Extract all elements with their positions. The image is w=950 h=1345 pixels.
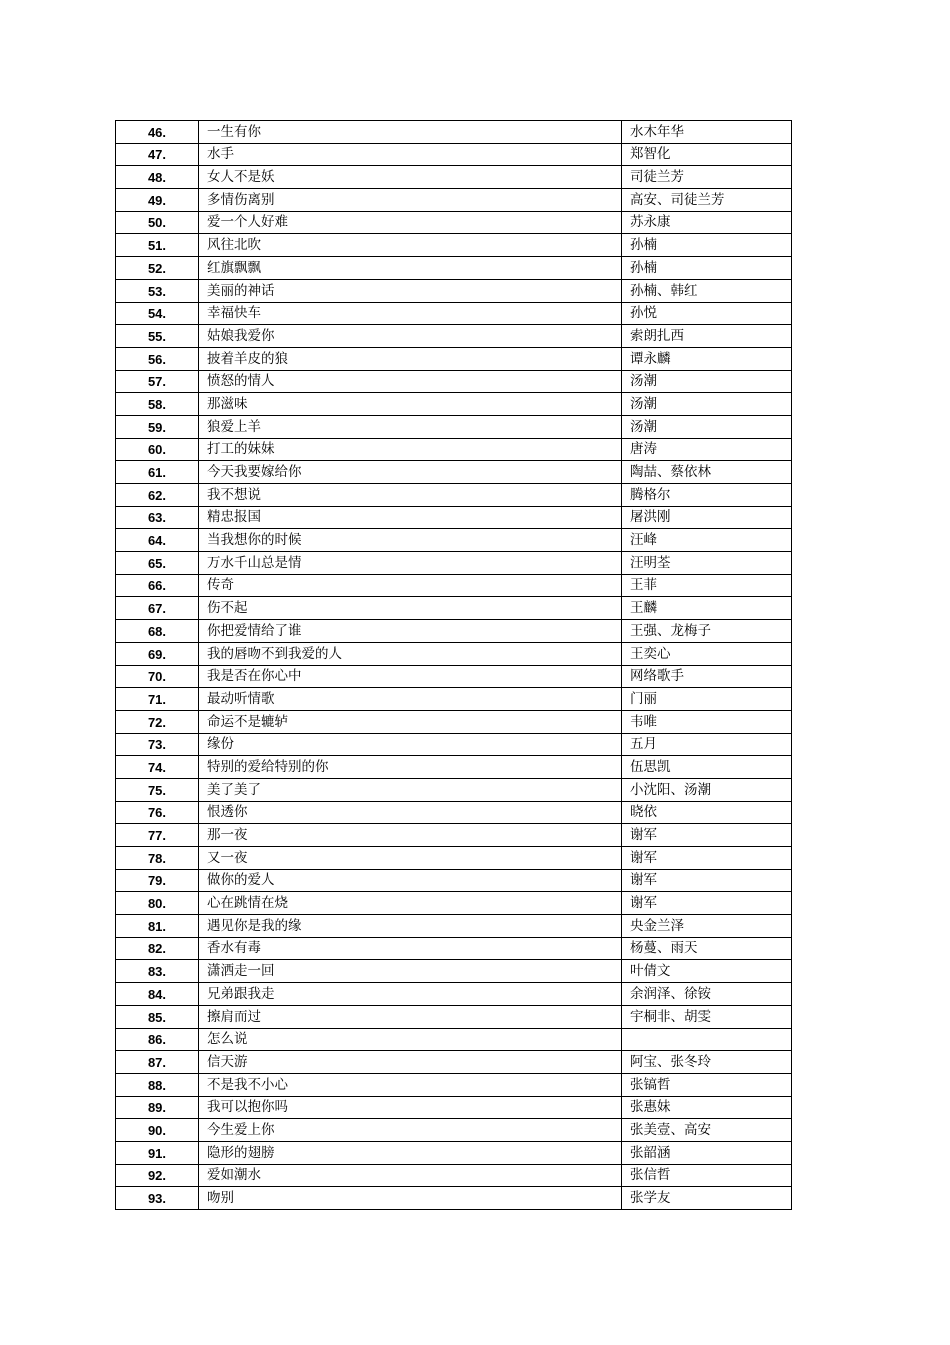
table-row: [116, 756, 792, 779]
song-title: 做你的爱人: [199, 869, 622, 892]
table-row: [116, 597, 792, 620]
song-title: 爱如潮水: [199, 1164, 622, 1187]
row-number: 68.: [116, 620, 199, 643]
table-row: [116, 121, 792, 144]
song-title: 愤怒的情人: [199, 370, 622, 393]
song-title: 万水千山总是情: [199, 552, 622, 575]
song-artist: 汤潮: [622, 415, 792, 438]
table-row: [116, 257, 792, 280]
table-row: [116, 1164, 792, 1187]
table-row: [116, 665, 792, 688]
song-artist: 五月: [622, 733, 792, 756]
song-artist: 伍思凯: [622, 756, 792, 779]
table-row: [116, 778, 792, 801]
table-row: [116, 915, 792, 938]
song-title: 我的唇吻不到我爱的人: [199, 642, 622, 665]
table-row: [116, 529, 792, 552]
song-title: 命运不是辘轳: [199, 710, 622, 733]
song-title: 那滋味: [199, 393, 622, 416]
row-number: 90.: [116, 1119, 199, 1142]
row-number: 50.: [116, 211, 199, 234]
row-number: 74.: [116, 756, 199, 779]
song-title: 不是我不小心: [199, 1073, 622, 1096]
song-artist: 叶倩文: [622, 960, 792, 983]
song-artist: 高安、司徒兰芳: [622, 189, 792, 212]
song-artist: 孙楠: [622, 234, 792, 257]
row-number: 49.: [116, 189, 199, 212]
table-row: [116, 1141, 792, 1164]
table-row: [116, 688, 792, 711]
row-number: 92.: [116, 1164, 199, 1187]
song-title: 多情伤离别: [199, 189, 622, 212]
song-artist: 陶喆、蔡依林: [622, 461, 792, 484]
row-number: 57.: [116, 370, 199, 393]
row-number: 52.: [116, 257, 199, 280]
song-artist: 唐涛: [622, 438, 792, 461]
song-artist: 水木年华: [622, 121, 792, 144]
table-row: [116, 438, 792, 461]
song-title: 精忠报国: [199, 506, 622, 529]
table-row: [116, 960, 792, 983]
table-row: [116, 461, 792, 484]
table-row: [116, 552, 792, 575]
song-title: 一生有你: [199, 121, 622, 144]
song-artist: 司徒兰芳: [622, 166, 792, 189]
table-row: [116, 620, 792, 643]
row-number: 56.: [116, 347, 199, 370]
table-row: [116, 484, 792, 507]
song-artist: 门丽: [622, 688, 792, 711]
song-title: 最动听情歌: [199, 688, 622, 711]
row-number: 61.: [116, 461, 199, 484]
row-number: 82.: [116, 937, 199, 960]
table-row: [116, 211, 792, 234]
row-number: 55.: [116, 325, 199, 348]
song-artist: 汤潮: [622, 393, 792, 416]
song-title: 香水有毒: [199, 937, 622, 960]
song-title: 当我想你的时候: [199, 529, 622, 552]
row-number: 85.: [116, 1005, 199, 1028]
row-number: 71.: [116, 688, 199, 711]
row-number: 88.: [116, 1073, 199, 1096]
table-row: [116, 937, 792, 960]
table-row: [116, 325, 792, 348]
row-number: 48.: [116, 166, 199, 189]
table-row: [116, 234, 792, 257]
song-artist: 谢军: [622, 892, 792, 915]
table-row: [116, 892, 792, 915]
row-number: 72.: [116, 710, 199, 733]
row-number: 63.: [116, 506, 199, 529]
song-artist: 郑智化: [622, 143, 792, 166]
row-number: 70.: [116, 665, 199, 688]
song-artist: 杨蔓、雨天: [622, 937, 792, 960]
table-row: [116, 801, 792, 824]
row-number: 59.: [116, 415, 199, 438]
song-title: 心在跳情在烧: [199, 892, 622, 915]
song-artist: 王麟: [622, 597, 792, 620]
song-title: 幸福快车: [199, 302, 622, 325]
song-artist: 谭永麟: [622, 347, 792, 370]
song-title: 女人不是妖: [199, 166, 622, 189]
row-number: 89.: [116, 1096, 199, 1119]
row-number: 83.: [116, 960, 199, 983]
row-number: 64.: [116, 529, 199, 552]
song-artist: 韦唯: [622, 710, 792, 733]
row-number: 51.: [116, 234, 199, 257]
song-title: 缘份: [199, 733, 622, 756]
song-title: 遇见你是我的缘: [199, 915, 622, 938]
row-number: 46.: [116, 121, 199, 144]
row-number: 86.: [116, 1028, 199, 1051]
song-title: 伤不起: [199, 597, 622, 620]
song-artist: 汤潮: [622, 370, 792, 393]
table-row: [116, 847, 792, 870]
row-number: 81.: [116, 915, 199, 938]
table-row: [116, 983, 792, 1006]
table-row: [116, 824, 792, 847]
song-artist: 谢军: [622, 847, 792, 870]
row-number: 54.: [116, 302, 199, 325]
row-number: 66.: [116, 574, 199, 597]
table-row: [116, 166, 792, 189]
table-row: [116, 1073, 792, 1096]
song-title: 特别的爱给特别的你: [199, 756, 622, 779]
table-row: [116, 1187, 792, 1210]
song-artist: 王奕心: [622, 642, 792, 665]
song-artist: 孙悦: [622, 302, 792, 325]
song-title: 美丽的神话: [199, 279, 622, 302]
song-title: 打工的妹妹: [199, 438, 622, 461]
song-artist: 汪明荃: [622, 552, 792, 575]
song-artist: 张惠妹: [622, 1096, 792, 1119]
song-artist: 谢军: [622, 824, 792, 847]
song-artist: 屠洪刚: [622, 506, 792, 529]
song-artist: 索朗扎西: [622, 325, 792, 348]
row-number: 69.: [116, 642, 199, 665]
table-row: [116, 1096, 792, 1119]
table-row: [116, 189, 792, 212]
row-number: 93.: [116, 1187, 199, 1210]
song-title: 水手: [199, 143, 622, 166]
row-number: 60.: [116, 438, 199, 461]
table-row: [116, 143, 792, 166]
song-title: 姑娘我爱你: [199, 325, 622, 348]
table-row: [116, 279, 792, 302]
song-rows: [116, 121, 792, 1210]
table-row: [116, 302, 792, 325]
table-row: [116, 506, 792, 529]
song-title: 擦肩而过: [199, 1005, 622, 1028]
song-title: 兄弟跟我走: [199, 983, 622, 1006]
table-row: [116, 710, 792, 733]
row-number: 47.: [116, 143, 199, 166]
song-artist: 张学友: [622, 1187, 792, 1210]
song-artist: 央金兰泽: [622, 915, 792, 938]
song-title: 那一夜: [199, 824, 622, 847]
song-title: 又一夜: [199, 847, 622, 870]
song-artist: 阿宝、张冬玲: [622, 1051, 792, 1074]
table-row: [116, 1005, 792, 1028]
table-row: [116, 574, 792, 597]
song-title: 恨透你: [199, 801, 622, 824]
song-artist: [622, 1028, 792, 1051]
song-title: 我是否在你心中: [199, 665, 622, 688]
row-number: 87.: [116, 1051, 199, 1074]
song-artist: 孙楠: [622, 257, 792, 280]
table-row: [116, 733, 792, 756]
row-number: 53.: [116, 279, 199, 302]
song-table: [115, 120, 792, 1210]
song-artist: 余润泽、徐铵: [622, 983, 792, 1006]
row-number: 73.: [116, 733, 199, 756]
row-number: 62.: [116, 484, 199, 507]
song-artist: 小沈阳、汤潮: [622, 778, 792, 801]
song-title: 怎么说: [199, 1028, 622, 1051]
row-number: 75.: [116, 778, 199, 801]
song-artist: 张镐哲: [622, 1073, 792, 1096]
song-title: 今生爱上你: [199, 1119, 622, 1142]
song-title: 今天我要嫁给你: [199, 461, 622, 484]
song-artist: 宇桐非、胡雯: [622, 1005, 792, 1028]
song-title: 信天游: [199, 1051, 622, 1074]
song-artist: 网络歌手: [622, 665, 792, 688]
song-title: 传奇: [199, 574, 622, 597]
song-artist: 晓依: [622, 801, 792, 824]
table-row: [116, 1051, 792, 1074]
song-artist: 谢军: [622, 869, 792, 892]
song-artist: 王菲: [622, 574, 792, 597]
row-number: 65.: [116, 552, 199, 575]
row-number: 76.: [116, 801, 199, 824]
song-artist: 张韶涵: [622, 1141, 792, 1164]
song-title: 吻别: [199, 1187, 622, 1210]
row-number: 91.: [116, 1141, 199, 1164]
song-title: 爱一个人好难: [199, 211, 622, 234]
song-title: 隐形的翅膀: [199, 1141, 622, 1164]
song-title: 潇洒走一回: [199, 960, 622, 983]
song-title: 狼爱上羊: [199, 415, 622, 438]
table-row: [116, 415, 792, 438]
row-number: 84.: [116, 983, 199, 1006]
table-row: [116, 347, 792, 370]
table-row: [116, 642, 792, 665]
table-row: [116, 393, 792, 416]
row-number: 78.: [116, 847, 199, 870]
song-title: 我不想说: [199, 484, 622, 507]
row-number: 67.: [116, 597, 199, 620]
row-number: 80.: [116, 892, 199, 915]
song-artist: 汪峰: [622, 529, 792, 552]
table-row: [116, 370, 792, 393]
song-artist: 苏永康: [622, 211, 792, 234]
row-number: 79.: [116, 869, 199, 892]
row-number: 58.: [116, 393, 199, 416]
song-artist: 张信哲: [622, 1164, 792, 1187]
song-artist: 腾格尔: [622, 484, 792, 507]
song-title: 美了美了: [199, 778, 622, 801]
song-title: 风往北吹: [199, 234, 622, 257]
song-title: 你把爱情给了谁: [199, 620, 622, 643]
song-title: 红旗飘飘: [199, 257, 622, 280]
song-artist: 王强、龙梅子: [622, 620, 792, 643]
song-title: 我可以抱你吗: [199, 1096, 622, 1119]
table-row: [116, 1028, 792, 1051]
song-artist: 孙楠、韩红: [622, 279, 792, 302]
song-artist: 张美壹、高安: [622, 1119, 792, 1142]
song-title: 披着羊皮的狼: [199, 347, 622, 370]
row-number: 77.: [116, 824, 199, 847]
table-row: [116, 1119, 792, 1142]
table-row: [116, 869, 792, 892]
